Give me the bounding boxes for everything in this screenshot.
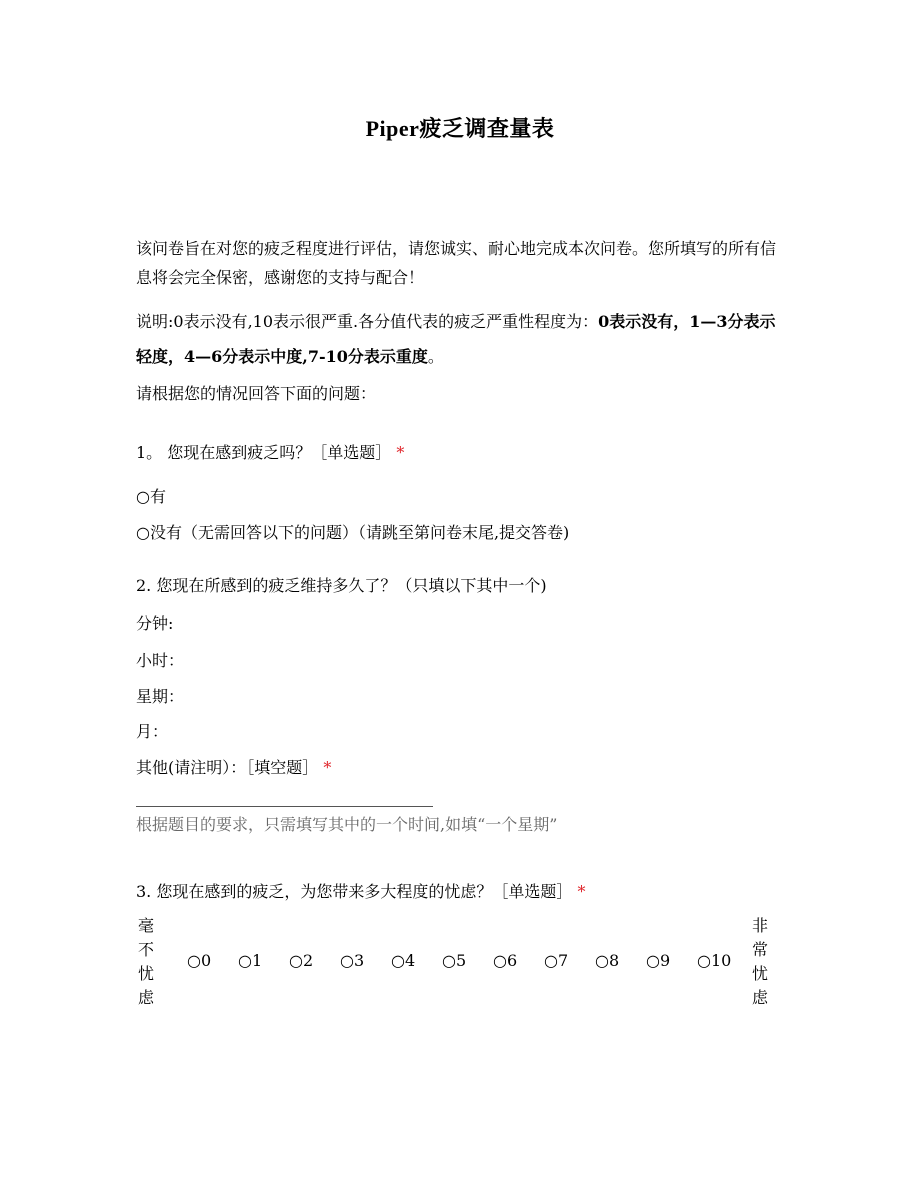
q2-field-weeks[interactable]: 星期： bbox=[136, 687, 185, 706]
required-mark: * bbox=[396, 443, 405, 462]
instructions-bold: 0表示没有，1—3分表示轻度，4—6分表示中度,7-10分表示重度 bbox=[136, 312, 776, 366]
intro-text: 该问卷旨在对您的疲乏程度进行评估，请您诚实、耐心地完成本次问卷。您所填写的所有信息将会完全保密，感谢您的支持与配合！ bbox=[136, 239, 777, 287]
q3-option-4[interactable]: ○4 bbox=[391, 951, 416, 970]
q1-option-no[interactable]: ○没有（无需回答以下的问题）（请跳至第问卷末尾,提交答卷) bbox=[136, 523, 570, 542]
page-title: Piper疲乏调查量表 bbox=[365, 116, 555, 141]
instructions bbox=[136, 304, 776, 374]
required-mark: * bbox=[577, 882, 586, 901]
q3-option-0[interactable]: ○0 bbox=[187, 951, 212, 970]
instructions-prefix: 说明:0表示没有,10表示很严重.各分值代表的疲乏严重性程度为： bbox=[136, 312, 599, 331]
q2-field-months[interactable]: 月： bbox=[136, 722, 169, 741]
q3-scale bbox=[136, 914, 776, 1008]
instructions-suffix: 。 bbox=[427, 347, 444, 366]
q3-option-10[interactable]: ○10 bbox=[697, 951, 732, 970]
q3-option-7[interactable]: ○7 bbox=[544, 951, 569, 970]
q3-option-8[interactable]: ○8 bbox=[595, 951, 620, 970]
q2-other-input-line[interactable] bbox=[136, 806, 433, 807]
question-1-label: 1。 您现在感到疲乏吗？［单选题］ bbox=[136, 443, 392, 462]
q2-field-other bbox=[136, 755, 331, 778]
q3-option-1[interactable]: ○1 bbox=[238, 951, 263, 970]
q1-option-yes[interactable]: ○有 bbox=[136, 487, 166, 506]
q3-right-label: 非常忧虑 bbox=[751, 916, 768, 1007]
q2-hint: 根据题目的要求，只需填写其中的一个时间,如填“一个星期” bbox=[136, 815, 558, 834]
question-3-label: 3. 您现在感到的疲乏，为您带来多大程度的忧虑？［单选题］ bbox=[136, 882, 573, 901]
required-mark: * bbox=[323, 758, 332, 777]
q2-other-label: 其他(请注明）：［填空题］ bbox=[136, 758, 319, 777]
q3-option-6[interactable]: ○6 bbox=[493, 951, 518, 970]
q2-field-hours[interactable]: 小时： bbox=[136, 651, 185, 670]
q3-option-5[interactable]: ○5 bbox=[442, 951, 467, 970]
prompt-text: 请根据您的情况回答下面的问题： bbox=[136, 384, 377, 403]
q3-left-label: 毫不忧虑 bbox=[137, 916, 154, 1007]
question-3-title bbox=[136, 879, 585, 902]
question-2-title: 2. 您现在所感到的疲乏维持多久了？（只填以下其中一个) bbox=[136, 576, 547, 595]
q2-field-minutes[interactable]: 分钟: bbox=[136, 614, 174, 633]
q3-option-2[interactable]: ○2 bbox=[289, 951, 314, 970]
q3-option-9[interactable]: ○9 bbox=[646, 951, 671, 970]
question-1-title bbox=[136, 440, 404, 463]
q3-option-3[interactable]: ○3 bbox=[340, 951, 365, 970]
